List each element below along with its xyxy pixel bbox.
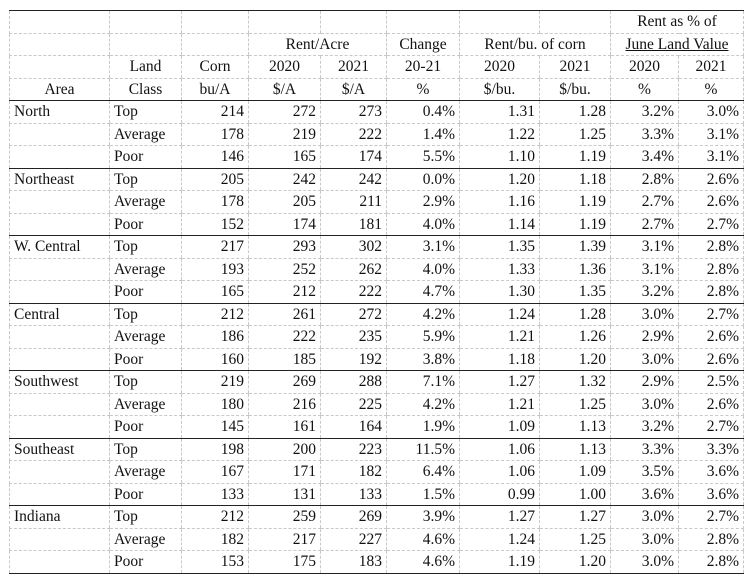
table-row <box>10 483 744 506</box>
value-cell: 3.0% <box>679 101 744 124</box>
value-cell: 222 <box>321 281 387 304</box>
value-cell: 145 <box>182 416 249 439</box>
value-cell: 1.5% <box>387 483 460 506</box>
table-body <box>10 101 744 574</box>
area-empty-cell <box>10 528 110 551</box>
header-area: Area <box>10 78 110 101</box>
value-cell: 3.3% <box>679 438 744 461</box>
land-class-cell: Poor <box>110 146 182 169</box>
table-row <box>10 326 744 349</box>
value-cell: 272 <box>321 303 387 326</box>
value-cell: 261 <box>249 303 321 326</box>
value-cell: 1.4% <box>387 123 460 146</box>
table-row <box>10 438 744 461</box>
value-cell: 212 <box>182 303 249 326</box>
value-cell: 219 <box>249 123 321 146</box>
area-name: Northeast <box>10 168 110 191</box>
value-cell: 2.7% <box>679 506 744 529</box>
value-cell: 193 <box>182 258 249 281</box>
value-cell: 146 <box>182 146 249 169</box>
value-cell: 2.8% <box>679 528 744 551</box>
value-cell: 200 <box>249 438 321 461</box>
land-class-cell: Poor <box>110 281 182 304</box>
value-cell: 3.1% <box>611 258 679 281</box>
value-cell: 181 <box>321 213 387 236</box>
header-bu-unit-2021: $/bu. <box>540 78 611 101</box>
value-cell: 269 <box>249 371 321 394</box>
value-cell: 211 <box>321 191 387 214</box>
value-cell: 1.31 <box>460 101 540 124</box>
value-cell: 3.6% <box>611 483 679 506</box>
value-cell: 3.0% <box>611 551 679 574</box>
value-cell: 1.19 <box>540 191 611 214</box>
table-row <box>10 528 744 551</box>
header-row-4 <box>10 78 744 101</box>
value-cell: 2.5% <box>679 371 744 394</box>
value-cell: 2.8% <box>679 236 744 259</box>
table-row <box>10 393 744 416</box>
value-cell: 1.25 <box>540 528 611 551</box>
value-cell: 165 <box>249 146 321 169</box>
table-row <box>10 551 744 574</box>
value-cell: 198 <box>182 438 249 461</box>
value-cell: 1.24 <box>460 528 540 551</box>
value-cell: 3.6% <box>679 461 744 484</box>
value-cell: 302 <box>321 236 387 259</box>
header-rent-unit-2020: $/A <box>249 78 321 101</box>
value-cell: 259 <box>249 506 321 529</box>
area-empty-cell <box>10 213 110 236</box>
land-class-cell: Average <box>110 393 182 416</box>
header-2020-rent: 2020 <box>249 56 321 79</box>
value-cell: 2.8% <box>611 168 679 191</box>
value-cell: 3.6% <box>679 483 744 506</box>
value-cell: 1.19 <box>460 551 540 574</box>
land-class-cell: Average <box>110 123 182 146</box>
header-corn-unit: bu/A <box>182 78 249 101</box>
area-empty-cell <box>10 258 110 281</box>
value-cell: 1.10 <box>460 146 540 169</box>
value-cell: 152 <box>182 213 249 236</box>
value-cell: 4.0% <box>387 213 460 236</box>
area-name: Central <box>10 303 110 326</box>
header-row-1 <box>10 11 744 34</box>
land-class-cell: Top <box>110 438 182 461</box>
value-cell: 1.35 <box>540 281 611 304</box>
value-cell: 167 <box>182 461 249 484</box>
value-cell: 2.8% <box>679 258 744 281</box>
value-cell: 1.36 <box>540 258 611 281</box>
area-name: Southeast <box>10 438 110 461</box>
value-cell: 3.0% <box>611 303 679 326</box>
value-cell: 1.20 <box>540 348 611 371</box>
value-cell: 2.9% <box>387 191 460 214</box>
value-cell: 217 <box>249 528 321 551</box>
value-cell: 222 <box>249 326 321 349</box>
area-empty-cell <box>10 326 110 349</box>
header-corn: Corn <box>182 56 249 79</box>
value-cell: 3.4% <box>611 146 679 169</box>
value-cell: 3.1% <box>679 146 744 169</box>
value-cell: 272 <box>249 101 321 124</box>
value-cell: 3.0% <box>611 393 679 416</box>
value-cell: 1.21 <box>460 326 540 349</box>
value-cell: 2.6% <box>679 326 744 349</box>
value-cell: 4.2% <box>387 303 460 326</box>
header-change-unit: % <box>387 78 460 101</box>
value-cell: 5.5% <box>387 146 460 169</box>
table-row <box>10 258 744 281</box>
area-empty-cell <box>10 281 110 304</box>
value-cell: 183 <box>321 551 387 574</box>
value-cell: 1.21 <box>460 393 540 416</box>
value-cell: 216 <box>249 393 321 416</box>
value-cell: 0.99 <box>460 483 540 506</box>
value-cell: 1.27 <box>460 371 540 394</box>
land-class-cell: Average <box>110 326 182 349</box>
value-cell: 1.25 <box>540 393 611 416</box>
value-cell: 1.00 <box>540 483 611 506</box>
header-rent-unit-2021: $/A <box>321 78 387 101</box>
land-class-cell: Top <box>110 236 182 259</box>
area-name: North <box>10 101 110 124</box>
table-row <box>10 123 744 146</box>
value-cell: 227 <box>321 528 387 551</box>
area-name: Southwest <box>10 371 110 394</box>
land-class-cell: Poor <box>110 213 182 236</box>
land-class-cell: Average <box>110 461 182 484</box>
area-empty-cell <box>10 393 110 416</box>
area-empty-cell <box>10 146 110 169</box>
value-cell: 161 <box>249 416 321 439</box>
area-empty-cell <box>10 483 110 506</box>
cash-rent-table <box>9 10 744 574</box>
value-cell: 1.28 <box>540 101 611 124</box>
value-cell: 2.6% <box>679 191 744 214</box>
area-name: W. Central <box>10 236 110 259</box>
value-cell: 1.18 <box>460 348 540 371</box>
table-row <box>10 506 744 529</box>
value-cell: 219 <box>182 371 249 394</box>
value-cell: 1.22 <box>460 123 540 146</box>
value-cell: 3.0% <box>611 506 679 529</box>
header-row-2 <box>10 33 744 56</box>
land-class-cell: Top <box>110 168 182 191</box>
table-row <box>10 168 744 191</box>
value-cell: 1.20 <box>460 168 540 191</box>
value-cell: 3.0% <box>611 348 679 371</box>
value-cell: 186 <box>182 326 249 349</box>
value-cell: 192 <box>321 348 387 371</box>
value-cell: 178 <box>182 191 249 214</box>
header-row-3 <box>10 56 744 79</box>
header-rent-pct: Rent as % of <box>611 11 744 34</box>
rent-table-container <box>9 10 743 574</box>
table-row <box>10 213 744 236</box>
value-cell: 1.19 <box>540 213 611 236</box>
value-cell: 174 <box>321 146 387 169</box>
value-cell: 242 <box>321 168 387 191</box>
value-cell: 164 <box>321 416 387 439</box>
value-cell: 212 <box>182 506 249 529</box>
value-cell: 11.5% <box>387 438 460 461</box>
area-empty-cell <box>10 551 110 574</box>
value-cell: 175 <box>249 551 321 574</box>
value-cell: 205 <box>249 191 321 214</box>
value-cell: 5.9% <box>387 326 460 349</box>
value-cell: 217 <box>182 236 249 259</box>
value-cell: 288 <box>321 371 387 394</box>
value-cell: 262 <box>321 258 387 281</box>
value-cell: 1.32 <box>540 371 611 394</box>
table-row <box>10 281 744 304</box>
value-cell: 1.35 <box>460 236 540 259</box>
value-cell: 1.25 <box>540 123 611 146</box>
table-row <box>10 416 744 439</box>
value-cell: 182 <box>321 461 387 484</box>
value-cell: 225 <box>321 393 387 416</box>
header-2021-bu: 2021 <box>540 56 611 79</box>
table-row <box>10 303 744 326</box>
value-cell: 3.1% <box>387 236 460 259</box>
value-cell: 2.9% <box>611 326 679 349</box>
area-empty-cell <box>10 461 110 484</box>
value-cell: 2.7% <box>679 213 744 236</box>
table-row <box>10 146 744 169</box>
value-cell: 2.7% <box>611 213 679 236</box>
header-2021-rent: 2021 <box>321 56 387 79</box>
value-cell: 1.30 <box>460 281 540 304</box>
value-cell: 1.19 <box>540 146 611 169</box>
value-cell: 4.2% <box>387 393 460 416</box>
header-pct-unit-2021: % <box>679 78 744 101</box>
area-name: Indiana <box>10 506 110 529</box>
value-cell: 1.06 <box>460 438 540 461</box>
value-cell: 3.9% <box>387 506 460 529</box>
land-class-cell: Average <box>110 191 182 214</box>
value-cell: 293 <box>249 236 321 259</box>
value-cell: 3.3% <box>611 123 679 146</box>
land-class-cell: Average <box>110 258 182 281</box>
header-2021-pct: 2021 <box>679 56 744 79</box>
value-cell: 165 <box>182 281 249 304</box>
value-cell: 1.39 <box>540 236 611 259</box>
header-pct-unit-2020: % <box>611 78 679 101</box>
area-empty-cell <box>10 416 110 439</box>
header-bu-unit-2020: $/bu. <box>460 78 540 101</box>
area-empty-cell <box>10 191 110 214</box>
land-class-cell: Top <box>110 303 182 326</box>
value-cell: 174 <box>249 213 321 236</box>
value-cell: 7.1% <box>387 371 460 394</box>
table-row <box>10 371 744 394</box>
value-cell: 2.8% <box>679 281 744 304</box>
value-cell: 153 <box>182 551 249 574</box>
value-cell: 1.16 <box>460 191 540 214</box>
header-class: Class <box>110 78 182 101</box>
header-land: Land <box>110 56 182 79</box>
value-cell: 2.6% <box>679 348 744 371</box>
value-cell: 3.2% <box>611 101 679 124</box>
land-class-cell: Average <box>110 528 182 551</box>
value-cell: 2.7% <box>679 303 744 326</box>
land-class-cell: Top <box>110 101 182 124</box>
header-rent-acre: Rent/Acre <box>249 33 387 56</box>
value-cell: 3.2% <box>611 281 679 304</box>
value-cell: 1.9% <box>387 416 460 439</box>
value-cell: 160 <box>182 348 249 371</box>
value-cell: 171 <box>249 461 321 484</box>
land-class-cell: Poor <box>110 416 182 439</box>
header-2020-pct: 2020 <box>611 56 679 79</box>
value-cell: 1.18 <box>540 168 611 191</box>
value-cell: 3.0% <box>611 528 679 551</box>
value-cell: 2.6% <box>679 168 744 191</box>
value-cell: 3.8% <box>387 348 460 371</box>
value-cell: 2.7% <box>679 416 744 439</box>
value-cell: 222 <box>321 123 387 146</box>
value-cell: 1.33 <box>460 258 540 281</box>
land-class-cell: Top <box>110 371 182 394</box>
value-cell: 214 <box>182 101 249 124</box>
header-change-years: 20-21 <box>387 56 460 79</box>
value-cell: 2.6% <box>679 393 744 416</box>
header-change: Change <box>387 33 460 56</box>
value-cell: 1.09 <box>460 416 540 439</box>
value-cell: 2.8% <box>679 551 744 574</box>
table-row <box>10 236 744 259</box>
header-2020-bu: 2020 <box>460 56 540 79</box>
value-cell: 0.4% <box>387 101 460 124</box>
table-row <box>10 191 744 214</box>
value-cell: 4.7% <box>387 281 460 304</box>
value-cell: 178 <box>182 123 249 146</box>
value-cell: 1.13 <box>540 438 611 461</box>
value-cell: 4.0% <box>387 258 460 281</box>
table-row <box>10 101 744 124</box>
value-cell: 1.06 <box>460 461 540 484</box>
value-cell: 212 <box>249 281 321 304</box>
value-cell: 6.4% <box>387 461 460 484</box>
table-header <box>10 11 744 101</box>
table-row <box>10 348 744 371</box>
value-cell: 3.2% <box>611 416 679 439</box>
value-cell: 242 <box>249 168 321 191</box>
land-class-cell: Poor <box>110 551 182 574</box>
value-cell: 1.09 <box>540 461 611 484</box>
value-cell: 205 <box>182 168 249 191</box>
value-cell: 185 <box>249 348 321 371</box>
header-june-value: June Land Value <box>625 35 729 53</box>
value-cell: 0.0% <box>387 168 460 191</box>
value-cell: 235 <box>321 326 387 349</box>
land-class-cell: Poor <box>110 483 182 506</box>
value-cell: 180 <box>182 393 249 416</box>
value-cell: 4.6% <box>387 551 460 574</box>
value-cell: 223 <box>321 438 387 461</box>
value-cell: 1.13 <box>540 416 611 439</box>
value-cell: 3.1% <box>679 123 744 146</box>
value-cell: 131 <box>249 483 321 506</box>
value-cell: 133 <box>182 483 249 506</box>
header-rent-bu: Rent/bu. of corn <box>460 33 611 56</box>
value-cell: 2.7% <box>611 191 679 214</box>
value-cell: 3.5% <box>611 461 679 484</box>
value-cell: 1.24 <box>460 303 540 326</box>
land-class-cell: Top <box>110 506 182 529</box>
value-cell: 1.14 <box>460 213 540 236</box>
value-cell: 1.28 <box>540 303 611 326</box>
value-cell: 133 <box>321 483 387 506</box>
value-cell: 4.6% <box>387 528 460 551</box>
value-cell: 1.26 <box>540 326 611 349</box>
value-cell: 3.3% <box>611 438 679 461</box>
area-empty-cell <box>10 123 110 146</box>
value-cell: 252 <box>249 258 321 281</box>
land-class-cell: Poor <box>110 348 182 371</box>
value-cell: 1.20 <box>540 551 611 574</box>
area-empty-cell <box>10 348 110 371</box>
value-cell: 182 <box>182 528 249 551</box>
value-cell: 3.1% <box>611 236 679 259</box>
table-row <box>10 461 744 484</box>
value-cell: 1.27 <box>460 506 540 529</box>
value-cell: 1.27 <box>540 506 611 529</box>
value-cell: 269 <box>321 506 387 529</box>
value-cell: 2.9% <box>611 371 679 394</box>
value-cell: 273 <box>321 101 387 124</box>
